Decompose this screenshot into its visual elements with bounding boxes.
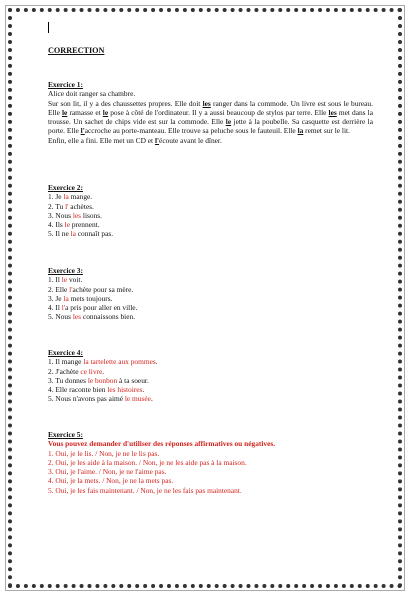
answer: les bbox=[72, 312, 82, 322]
text-run: à ta soeur. bbox=[117, 375, 149, 385]
list-item bbox=[48, 220, 373, 229]
text-run: voit. bbox=[67, 275, 83, 285]
text-run: . bbox=[102, 366, 105, 376]
pronoun: le bbox=[102, 107, 109, 117]
pronoun: la bbox=[297, 126, 304, 136]
list-item bbox=[48, 202, 373, 211]
list-item bbox=[48, 376, 373, 385]
list-item bbox=[48, 357, 373, 366]
text-run: 5. Nous bbox=[48, 312, 73, 322]
text-run: achète pour sa mère. bbox=[72, 284, 134, 294]
text-run: 3. Tu donnes bbox=[48, 375, 88, 385]
text-run: . bbox=[150, 394, 153, 404]
text-run: mets toujours. bbox=[68, 293, 113, 303]
list-item bbox=[48, 285, 373, 294]
text-run: 2. Elle bbox=[48, 284, 70, 294]
answer: le bbox=[61, 275, 68, 285]
text-run: . bbox=[142, 385, 145, 395]
text-run: Enfin, elle a fini. Elle met un CD et bbox=[48, 135, 155, 145]
pronoun: les bbox=[328, 107, 337, 117]
exercise-1-intro: Alice doit ranger sa chambre. bbox=[48, 89, 136, 99]
text-run: lisons. bbox=[81, 210, 103, 220]
exercise-1 bbox=[48, 80, 373, 145]
exercise-4 bbox=[48, 348, 373, 404]
text-run: . bbox=[155, 357, 158, 367]
pronoun: le bbox=[225, 117, 232, 127]
list-item: 2. Oui, je les aide à la maison. / Non, je ne les aide pas à la maison. bbox=[48, 457, 247, 467]
text-run: pose à côté de l'ordinateur. Il y a aussi beaucoup de stylos par terre. Elle bbox=[108, 107, 329, 117]
text-run: 3. Je bbox=[48, 293, 64, 303]
text-cursor bbox=[48, 22, 49, 33]
exercise-1-closing bbox=[48, 136, 373, 145]
list-item: 4. Oui, je la mets. / Non, je ne la mets pas. bbox=[48, 476, 174, 486]
text-run: remet sur le lit. bbox=[303, 126, 350, 136]
text-run: mange. bbox=[68, 192, 93, 202]
exercise-4-heading: Exercice 4: bbox=[48, 348, 83, 357]
answer: le bonbon bbox=[87, 375, 118, 385]
text-run: a pris pour aller en ville. bbox=[65, 303, 138, 313]
pronoun: l' bbox=[154, 135, 160, 145]
list-item bbox=[48, 294, 373, 303]
text-run: 4. Elle raconte bien bbox=[48, 385, 108, 395]
answer: ce livre bbox=[80, 366, 103, 376]
text-run: 2. J'achète bbox=[48, 366, 81, 376]
text-run: achètes. bbox=[68, 201, 94, 211]
text-run: 4. Il bbox=[48, 303, 62, 313]
exercise-1-paragraph bbox=[48, 99, 373, 136]
text-run: 2. Tu bbox=[48, 201, 66, 211]
text-run: 1. Il bbox=[48, 275, 62, 285]
text-run: accroche au porte-manteau. Elle trouve sa peluche sous le fauteuil. Elle bbox=[84, 126, 298, 136]
answer: les bbox=[72, 210, 82, 220]
answer: la bbox=[70, 229, 76, 239]
exercise-5-heading: Exercice 5: bbox=[48, 430, 83, 439]
text-run: 4. Ils bbox=[48, 220, 65, 230]
exercise-2-heading: Exercice 2: bbox=[48, 183, 83, 192]
exercise-3 bbox=[48, 266, 373, 322]
list-item bbox=[48, 312, 373, 321]
list-item bbox=[48, 385, 373, 394]
exercise-2 bbox=[48, 183, 373, 239]
text-run: 3. Nous bbox=[48, 210, 73, 220]
text-run: 1. Je bbox=[48, 192, 64, 202]
list-item bbox=[48, 303, 373, 312]
text-run: 1. Il mange bbox=[48, 357, 84, 367]
list-item bbox=[48, 211, 373, 220]
list-item bbox=[48, 192, 373, 201]
text-run: 5. Il ne bbox=[48, 229, 71, 239]
text-run: 5. Nous n'avons pas aimé bbox=[48, 394, 125, 404]
answer: les histoires bbox=[107, 385, 143, 395]
text-run: connaissons bien. bbox=[81, 312, 136, 322]
answer: la bbox=[63, 293, 69, 303]
exercise-5 bbox=[48, 430, 373, 495]
list-item bbox=[48, 394, 373, 403]
list-item bbox=[48, 229, 373, 238]
exercise-1-heading: Exercice 1: bbox=[48, 80, 83, 89]
answer: l' bbox=[69, 284, 73, 294]
text-run: écoute avant le dîner. bbox=[159, 135, 222, 145]
answer: le bbox=[64, 220, 70, 230]
list-item bbox=[48, 275, 373, 284]
exercise-5-instruction: Vous pouvez demander d'utiliser des réponses affirmatives ou négatives. bbox=[48, 439, 276, 449]
text-run: connaît pas. bbox=[75, 229, 114, 239]
pronoun: le bbox=[62, 107, 68, 117]
list-item: 3. Oui, je l'aime. / Non, je ne l'aime pas. bbox=[48, 467, 167, 477]
text-run: ramasse et bbox=[67, 107, 103, 117]
list-item: 1. Oui, je le lis. / Non, je ne le lis pas. bbox=[48, 448, 160, 458]
text-run: ranger dans la commode. Un livre est sous le bureau. Elle bbox=[48, 98, 373, 117]
answer: l' bbox=[65, 201, 69, 211]
pronoun: les bbox=[202, 98, 211, 108]
exercise-3-heading: Exercice 3: bbox=[48, 266, 83, 275]
answer: l' bbox=[61, 303, 66, 313]
list-item: 5. Oui, je les fais maintenant. / Non, je ne les fais pas maintenant. bbox=[48, 485, 242, 495]
text-run: prennent. bbox=[69, 220, 100, 230]
page-title: CORRECTION bbox=[48, 46, 105, 55]
text-run: jette à la poubelle. Sa casquette est derrière la porte. Elle bbox=[48, 117, 373, 136]
answer: la bbox=[63, 192, 69, 202]
text-run: met dans la trousse. Un sachet de chips vide est sur la commode. Elle bbox=[48, 107, 373, 127]
answer: la tartelette aux pommes bbox=[83, 357, 156, 367]
list-item bbox=[48, 367, 373, 376]
answer: le musée bbox=[124, 394, 151, 404]
pronoun: l' bbox=[80, 126, 85, 136]
text-run: Sur son lit, il y a des chaussettes propres. Elle doit bbox=[48, 98, 203, 108]
